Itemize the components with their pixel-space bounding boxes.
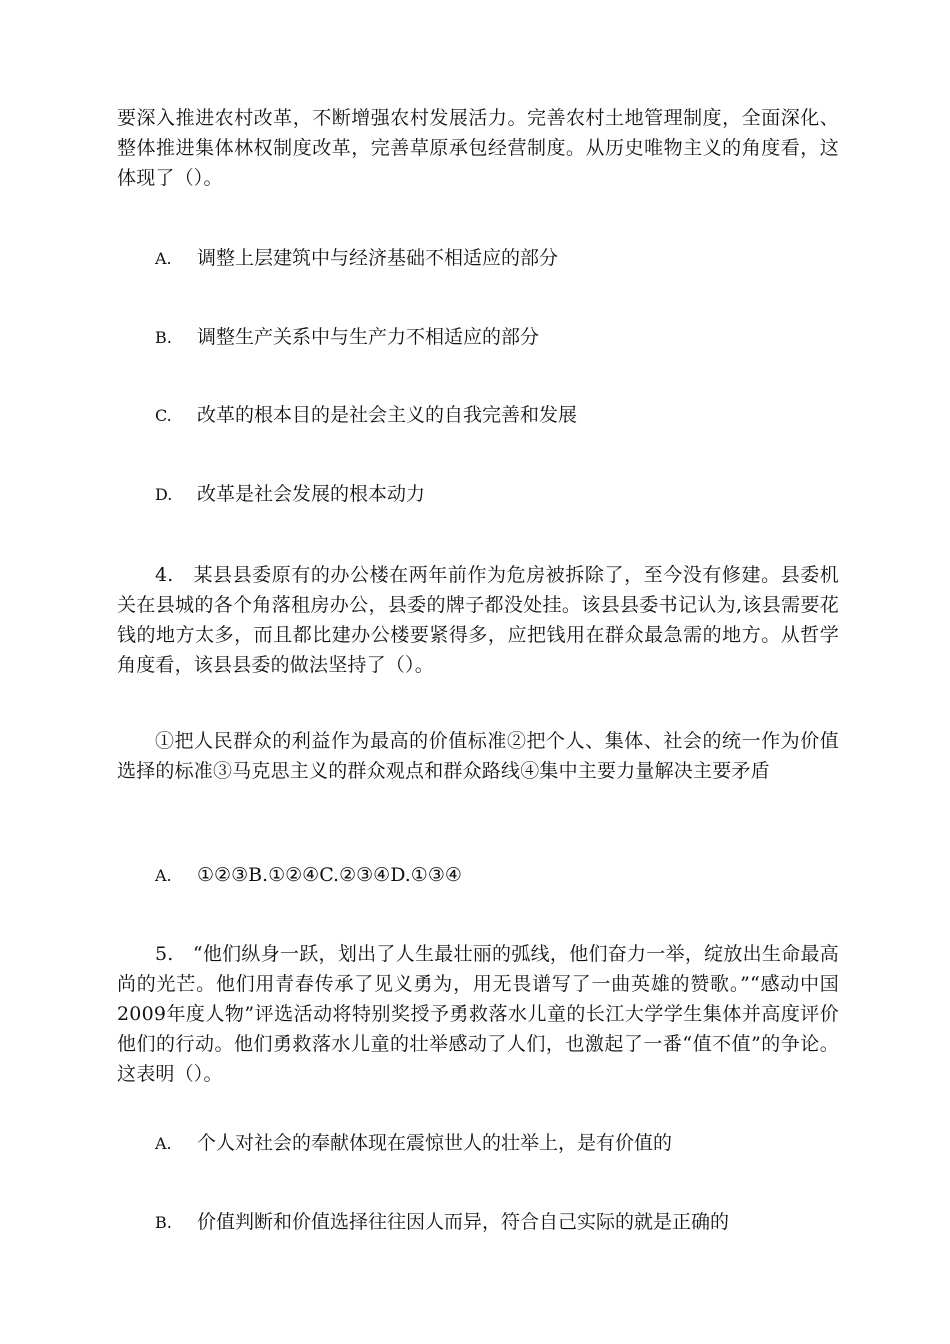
option-letter: B. (155, 1213, 172, 1232)
question-3-option-d (155, 479, 425, 510)
question-5-option-b (155, 1207, 729, 1238)
option-text: 调整生产关系中与生产力不相适应的部分 (197, 326, 540, 348)
option-text: 调整上层建筑中与经济基础不相适应的部分 (197, 247, 559, 269)
option-text: ①②③B.①②④C.②③④D.①③④ (197, 864, 462, 886)
question-3-stem: 要深入推进农村改革，不断增强农村发展活力。完善农村土地管理制度，全面深化、整体推进集体林权制度改革，完善草原承包经营制度。从历史唯物主义的角度看，这体现了（）。 (117, 107, 839, 189)
question-3-option-b (155, 322, 539, 353)
option-text: 改革是社会发展的根本动力 (197, 483, 426, 505)
option-letter: B. (155, 328, 172, 347)
option-text: 改革的根本目的是社会主义的自我完善和发展 (197, 404, 578, 426)
question-4-statements: ①把人民群众的利益作为最高的价值标准②把个人、集体、社会的统一作为价值选择的标准③马克思主义的群众观点和群众路线④集中主要力量解决主要矛盾 (117, 730, 839, 782)
question-5-stem: 5. “他们纵身一跃，划出了人生最壮丽的弧线，他们奋力一举，绽放出生命最高尚的光芒。他们用青春传承了见义勇为，用无畏谱写了一曲英雄的赞歌。”“感动中国2009年度人物”评选活动将特别奖授予勇救落水儿童的长江大学学生集体并高度评价他们的行动。他们勇救落水儿童的壮举感动了人们，也激起了一番“值不值”的争论。这表明（）。 (117, 943, 839, 1085)
option-letter: A. (155, 1134, 172, 1153)
option-letter: A. (155, 249, 172, 268)
option-letter: D. (155, 485, 173, 504)
question-3-option-c (155, 400, 577, 431)
option-letter: C. (155, 406, 172, 425)
question-3-option-a (155, 243, 558, 274)
question-4-stem: 4. 某县县委原有的办公楼在两年前作为危房被拆除了，至今没有修建。县委机关在县城的各个角落租房办公，县委的牌子都没处挂。该县县委书记认为,该县需要花钱的地方太多，而且都比建办公楼要紧得多，应把钱用在群众最急需的地方。从哲学角度看，该县县委的做法坚持了（）。 (117, 564, 839, 676)
question-4-options (155, 860, 462, 891)
option-text: 价值判断和价值选择往往因人而异，符合自己实际的就是正确的 (197, 1211, 730, 1233)
option-text: 个人对社会的奉献体现在震惊世人的壮举上，是有价值的 (197, 1132, 673, 1154)
option-letter: A. (155, 866, 172, 885)
question-5-option-a (155, 1128, 672, 1159)
